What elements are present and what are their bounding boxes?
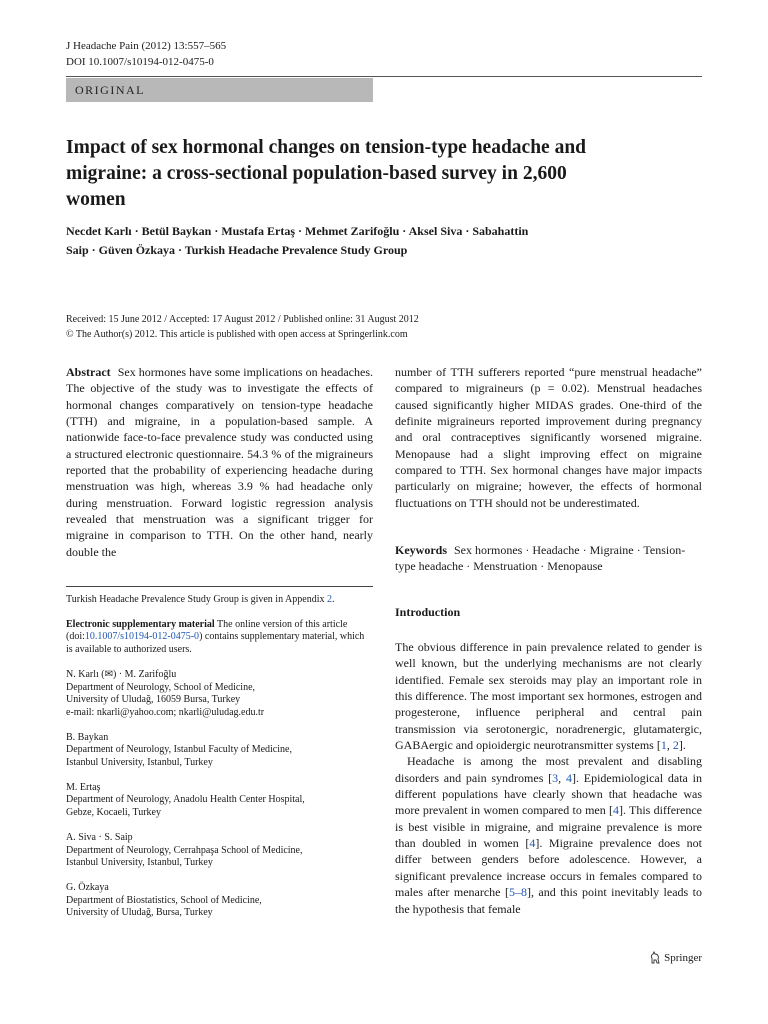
appendix-link[interactable]: 2 <box>326 594 332 605</box>
affiliation <box>66 669 373 720</box>
keywords-label: Keywords <box>395 543 447 557</box>
doi-link[interactable]: 10.1007/s10194-012-0475-0 <box>84 631 200 643</box>
esm-label: Electronic supplementary material <box>66 618 215 630</box>
affiliation-line: Department of Biostatistics, School of Medicine, <box>66 894 262 906</box>
affiliation-line: Department of Neurology, Istanbul Faculty of Medicine, <box>66 744 292 756</box>
affiliation <box>66 782 373 820</box>
affiliation-line: Department of Neurology, School of Medicine, <box>66 681 256 693</box>
abstract-text-left: Sex hormones have some implications on headaches. The objective of the study was to investigate the effects of hormonal changes comparatively on tension-type headache (TTH) and migraine, in a population-based sample. A nationwide face-to-face prevalence study was conducted using a structured electronic questionnaire. 54.3 % of the migraineurs reported that the probability of experiencing headache during menstruation was high, whereas 3.9 % had headache only during menstruation. Forward logistic regression analysis revealed that menstruation was a significant trigger for migraine in comparison to TTH. On the other hand, nearly double the <box>66 365 374 559</box>
introduction-heading: Introduction <box>395 605 461 619</box>
section-label-bar <box>66 78 373 102</box>
abstract-left <box>66 364 373 560</box>
springer-horse-icon <box>649 951 661 964</box>
citation-link[interactable]: 1 <box>660 738 667 753</box>
affiliation-line: Istanbul University, Istanbul, Turkey <box>66 757 213 769</box>
citation-link[interactable]: 3 <box>552 770 559 785</box>
abstract-label: Abstract <box>66 365 111 379</box>
citation-link[interactable]: 5–8 <box>508 885 527 900</box>
footnote-rule <box>66 586 373 587</box>
affiliation <box>66 732 373 770</box>
keywords-text: Sex hormones · Headache · Migraine · Tension-type headache · Menstruation · Menopause <box>395 543 686 573</box>
affiliation <box>66 882 373 920</box>
affiliation-authors: A. Siva · S. Saip <box>66 831 133 843</box>
abstract-text-right: number of TTH sufferers reported “pure menstrual headache” compared to migraineurs (p = 0.02). Menstrual headaches caused significantly higher MIDAS grades. One-third of the definite migraineurs reported improvement during pregnancy and oral contraceptives significantly worsened migraine. Menopause had a slight improving effect on migraine compared to TTH. Sex hormonal changes have major impacts particularly on migraine; however, the effects of hormonal fluctuations on TTH should not be underestimated. <box>395 365 702 510</box>
received-dates: Received: 15 June 2012 / Accepted: 17 August 2012 / Published online: 31 August 2012 <box>66 314 419 325</box>
publisher-mark <box>649 951 702 964</box>
affiliation-authors: G. Özkaya <box>66 881 109 893</box>
intro-paragraph-2: Headache is among the most prevalent and disabling disorders and pain syndromes [3, 4]. Epidemiological data in different populations have clearly shown that headache was more prevalent in women compared to men [4]. This difference is best visible in migraine, and migraine prevalence is more than doubled in women [4]. Migraine prevalence does not differ between genders before adolescence. However, a significant prevalence increase occurs in females compared to males after menarche [5–8], and this point inevitably leads to the hypothesis that female <box>395 754 702 916</box>
header-rule <box>66 76 702 77</box>
affiliation-line: Gebze, Kocaeli, Turkey <box>66 807 161 819</box>
introduction-body <box>395 639 702 917</box>
journal-header <box>66 38 226 70</box>
intro-paragraph-1: The obvious difference in pain prevalence related to gender is well known, but the underlying mechanisms are not clearly identified. Female sex steroids may play an important role in this difference. The most important sex hormones, estrogen and progesterone, influence peripheral and central pain transmission via serotonergic, noradrenergic, glutamatergic, GABAergic and opioidergic neurotransmitter systems [1, 2]. <box>395 640 702 753</box>
article-title: Impact of sex hormonal changes on tension-type headache and migraine: a cross-sectional population-based survey in 2,600 women <box>66 137 587 210</box>
affiliation-authors: N. Karlı (✉) · M. Zarifoğlu <box>66 668 177 680</box>
journal-citation: J Headache Pain (2012) 13:557–565 <box>66 40 227 52</box>
affiliation-authors: B. Baykan <box>66 731 109 743</box>
citation-link[interactable]: 4 <box>529 836 536 851</box>
affiliation-line: Istanbul University, Istanbul, Turkey <box>66 857 213 869</box>
publication-dates <box>66 312 419 342</box>
citation-link[interactable]: 4 <box>612 803 619 818</box>
publisher-name: Springer <box>664 951 702 964</box>
affiliation-list <box>66 669 373 920</box>
footnotes <box>66 594 373 932</box>
section-label: ORIGINAL <box>75 83 145 97</box>
affiliation-line: Department of Neurology, Anadolu Health Center Hospital, <box>66 794 305 806</box>
study-group-note: Turkish Headache Prevalence Study Group is given in Appendix 2. <box>66 594 335 605</box>
affiliation-authors: M. Ertaş <box>66 781 101 793</box>
affiliation-line: Department of Neurology, Cerrahpaşa School of Medicine, <box>66 844 303 856</box>
copyright-line: © The Author(s) 2012. This article is published with open access at Springerlink.com <box>66 329 408 340</box>
affiliation-line: University of Uludağ, Bursa, Turkey <box>66 907 213 919</box>
citation-link[interactable]: 2 <box>672 738 679 753</box>
keywords <box>395 542 702 574</box>
author-list: Necdet Karlı · Betül Baykan · Mustafa Ertaş · Mehmet Zarifoğlu · Aksel Siva · Sabahattin Saip · Güven Özkaya · Turkish Headache Prevalence Study Group <box>66 224 529 257</box>
abstract-right <box>395 364 702 511</box>
affiliation-line: e-mail: nkarli@yahoo.com; nkarli@uludag.edu.tr <box>66 706 265 718</box>
affiliation <box>66 832 373 870</box>
affiliation-line: University of Uludağ, 16059 Bursa, Turkey <box>66 694 241 706</box>
esm-note: Electronic supplementary material The online version of this article (doi:10.1007/s10194-012-0475-0) contains supplementary material, which is available to authorized users. <box>66 618 365 656</box>
doi-line: DOI 10.1007/s10194-012-0475-0 <box>66 56 214 68</box>
citation-link[interactable]: 4 <box>565 770 572 785</box>
